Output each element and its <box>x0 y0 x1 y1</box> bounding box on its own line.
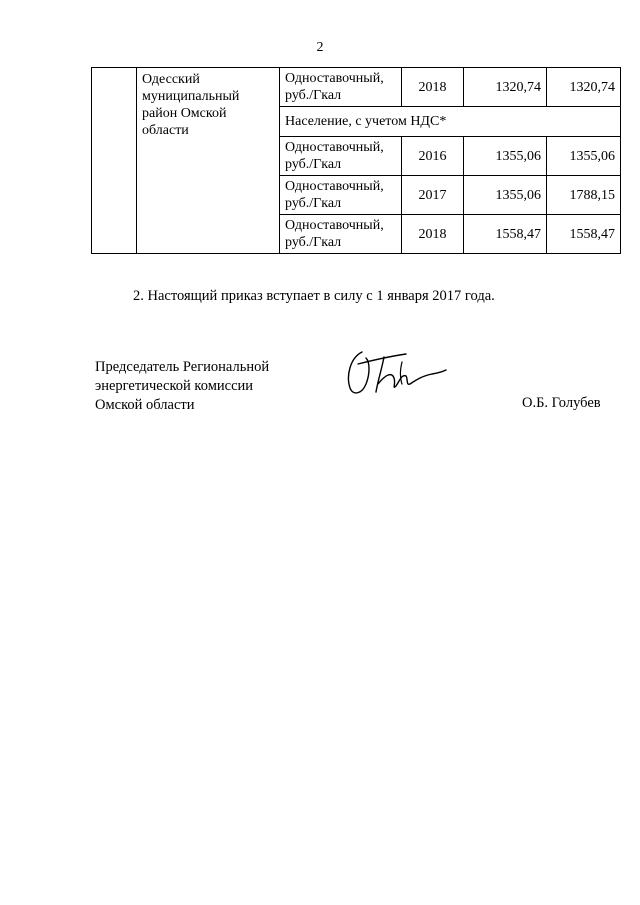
rate-type-line: руб./Гкал <box>285 196 342 211</box>
signer-title-line: Председатель Региональной <box>95 359 270 375</box>
group-label-cell: Население, с учетом НДС* <box>280 107 621 137</box>
clause-text: 2. Настоящий приказ вступает в силу с 1 января 2017 года. <box>133 288 495 304</box>
row-number-cell <box>92 68 137 254</box>
tariff-first-half-cell: 1355,06 <box>464 137 547 176</box>
rate-type-line: руб./Гкал <box>285 88 342 103</box>
district-line: муниципальный <box>142 89 240 104</box>
district-line: район Омской <box>142 106 227 121</box>
tariff-second-half-cell: 1788,15 <box>547 176 621 215</box>
tariff-second-half-cell: 1558,47 <box>547 215 621 254</box>
district-cell <box>137 68 280 254</box>
signer-title <box>95 358 269 415</box>
tariff-second-half-cell: 1355,06 <box>547 137 621 176</box>
signer-title-line: Омской области <box>95 397 195 413</box>
rate-type-line: руб./Гкал <box>285 235 342 250</box>
table-row <box>92 68 621 107</box>
signer-title-line: энергетической комиссии <box>95 378 254 394</box>
tariff-first-half-cell: 1355,06 <box>464 176 547 215</box>
district-line: области <box>142 123 189 138</box>
tariff-table <box>91 67 621 254</box>
year-cell: 2017 <box>402 176 464 215</box>
page-number: 2 <box>316 40 324 55</box>
rate-type-cell <box>280 176 402 215</box>
tariff-first-half-cell: 1558,47 <box>464 215 547 254</box>
rate-type-line: Одноставочный, <box>285 71 384 86</box>
rate-type-line: Одноставочный, <box>285 140 384 155</box>
year-cell: 2018 <box>402 68 464 107</box>
rate-type-line: Одноставочный, <box>285 179 384 194</box>
year-cell: 2018 <box>402 215 464 254</box>
tariff-second-half-cell: 1320,74 <box>547 68 621 107</box>
signer-name: О.Б. Голубев <box>522 395 601 411</box>
rate-type-line: Одноставочный, <box>285 218 384 233</box>
year-cell: 2016 <box>402 137 464 176</box>
tariff-first-half-cell: 1320,74 <box>464 68 547 107</box>
district-line: Одесский <box>142 72 200 87</box>
handwritten-signature <box>340 340 450 400</box>
rate-type-cell <box>280 68 402 107</box>
rate-type-cell <box>280 215 402 254</box>
rate-type-cell <box>280 137 402 176</box>
rate-type-line: руб./Гкал <box>285 157 342 172</box>
